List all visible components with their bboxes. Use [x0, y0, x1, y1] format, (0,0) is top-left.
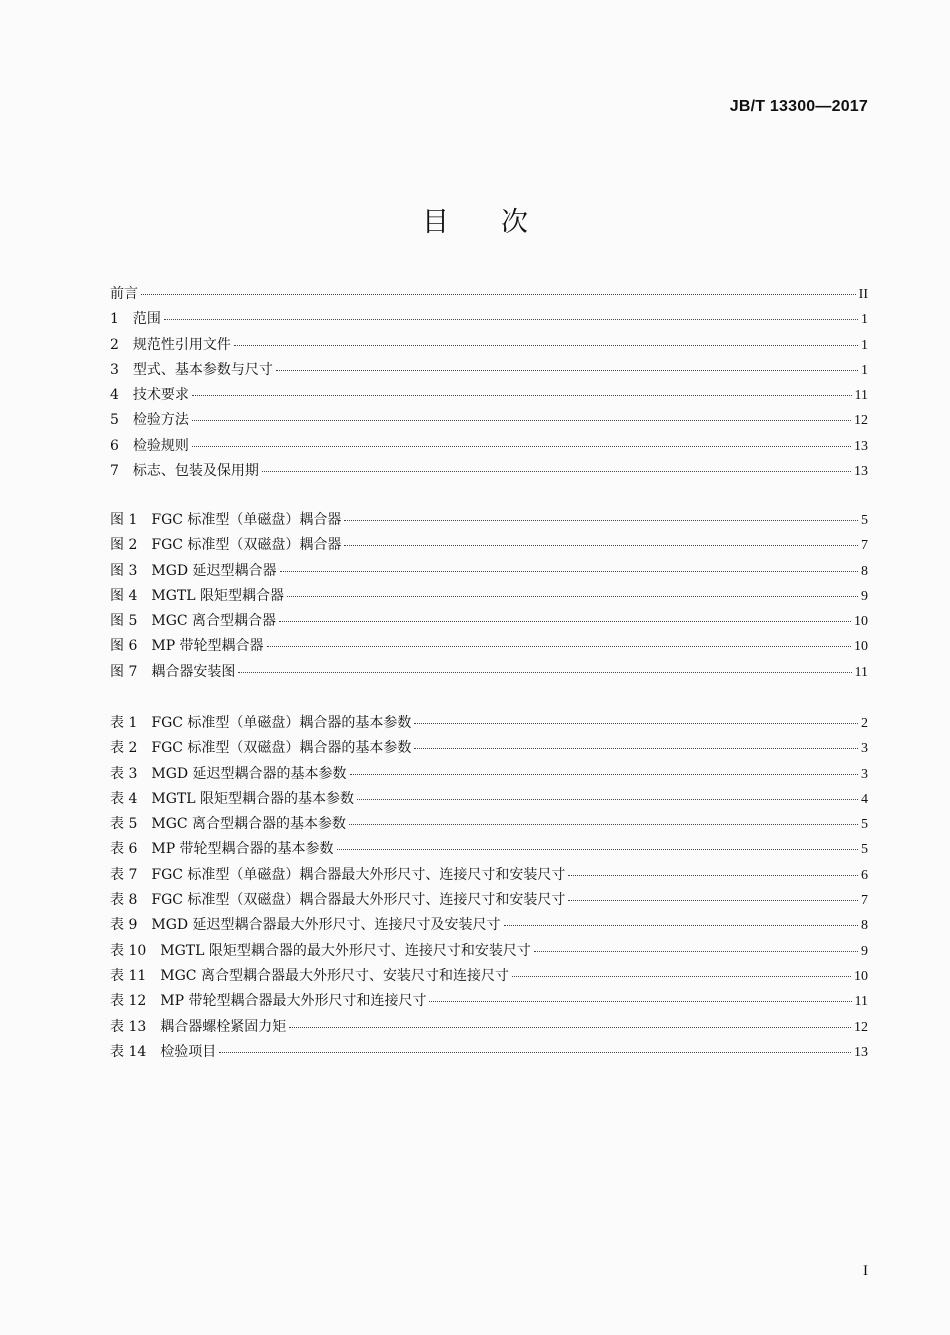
- dot-leader: [357, 799, 858, 800]
- dot-leader: [279, 621, 851, 622]
- dot-leader: [287, 596, 858, 597]
- toc-entry-label: 表 12 MP 带轮型耦合器最大外形尺寸和连接尺寸: [110, 993, 427, 1010]
- toc-entry[interactable]: [110, 307, 868, 332]
- toc-entry-page: 13: [854, 464, 868, 480]
- toc-entry[interactable]: [110, 559, 868, 584]
- dot-leader: [164, 319, 858, 320]
- toc-entry[interactable]: [110, 660, 868, 685]
- dot-leader: [276, 370, 858, 371]
- dot-leader: [414, 723, 858, 724]
- dot-leader: [414, 748, 858, 749]
- toc-entry[interactable]: [110, 913, 868, 938]
- toc-entry-label: 表 13 耦合器螺栓紧固力矩: [110, 1018, 287, 1035]
- toc-entry-page: 11: [854, 994, 868, 1010]
- toc-entry[interactable]: [110, 383, 868, 408]
- toc-entry-page: 13: [854, 438, 868, 454]
- toc-entry-page: 3: [861, 741, 868, 757]
- dot-leader: [262, 471, 851, 472]
- toc-entry[interactable]: [110, 863, 868, 888]
- toc-entry-label: 表 11 MGC 离合型耦合器最大外形尺寸、安装尺寸和连接尺寸: [110, 967, 509, 984]
- toc-entry[interactable]: [110, 584, 868, 609]
- toc-entry-label: 表 5 MGC 离合型耦合器的基本参数: [110, 816, 347, 833]
- dot-leader: [238, 672, 851, 673]
- toc-entry-label: 4 技术要求: [110, 387, 189, 404]
- toc-entry-label: 图 4 MGTL 限矩型耦合器: [110, 587, 284, 604]
- toc-entry-label: 6 检验规则: [110, 437, 189, 454]
- toc-entry-page: 9: [861, 943, 868, 959]
- dot-leader: [337, 849, 858, 850]
- toc-entry-page: 5: [861, 513, 868, 528]
- toc-entry-page: 10: [854, 614, 868, 630]
- toc-entry-page: 8: [861, 918, 868, 934]
- dot-leader: [344, 520, 858, 521]
- toc-entry-page: 3: [861, 766, 868, 782]
- toc-entry-page: 13: [854, 1044, 868, 1060]
- toc-entry-label: 表 3 MGD 延迟型耦合器的基本参数: [110, 765, 347, 782]
- toc-entry[interactable]: [110, 434, 868, 459]
- toc-entry-label: 表 6 MP 带轮型耦合器的基本参数: [110, 841, 334, 858]
- toc-entry-label: 图 6 MP 带轮型耦合器: [110, 638, 264, 655]
- toc-entry[interactable]: [110, 634, 868, 659]
- toc-entry[interactable]: [110, 888, 868, 913]
- dot-leader: [192, 446, 851, 447]
- toc-entry[interactable]: [110, 459, 868, 484]
- toc-entry[interactable]: [110, 711, 868, 736]
- toc-entry-label: 表 7 FGC 标准型（单磁盘）耦合器最大外形尺寸、连接尺寸和安装尺寸: [110, 866, 566, 883]
- toc-entry-label: 3 型式、基本参数与尺寸: [110, 361, 273, 378]
- page-title: 目次: [422, 207, 580, 238]
- dot-leader: [234, 345, 858, 346]
- dot-leader: [141, 294, 856, 295]
- toc-entry-label: 图 3 MGD 延迟型耦合器: [110, 562, 277, 579]
- toc-entry[interactable]: [110, 333, 868, 358]
- toc-entry-page: II: [858, 287, 868, 302]
- toc-entry[interactable]: [110, 939, 868, 964]
- toc-entry-label: 图 5 MGC 离合型耦合器: [110, 613, 277, 630]
- dot-leader: [280, 571, 858, 572]
- dot-leader: [349, 824, 858, 825]
- toc-entry-label: 前言: [110, 286, 138, 302]
- dot-leader: [192, 420, 851, 421]
- dot-leader: [534, 951, 858, 952]
- toc-entry-label: 表 10 MGTL 限矩型耦合器的最大外形尺寸、连接尺寸和安装尺寸: [110, 942, 531, 959]
- dot-leader: [512, 976, 851, 977]
- toc-entry[interactable]: [110, 533, 868, 558]
- toc-entry-page: 12: [854, 1019, 868, 1035]
- toc-entry[interactable]: [110, 609, 868, 634]
- toc-entry-label: 表 8 FGC 标准型（双磁盘）耦合器最大外形尺寸、连接尺寸和安装尺寸: [110, 892, 566, 909]
- toc-sections: [110, 282, 868, 484]
- toc-entry[interactable]: [110, 408, 868, 433]
- dot-leader: [219, 1052, 851, 1053]
- dot-leader: [192, 395, 852, 396]
- page-number: I: [863, 1263, 868, 1279]
- toc-figures: [110, 508, 868, 685]
- toc-entry-label: 图 7 耦合器安装图: [110, 663, 236, 680]
- toc-entry-page: 11: [854, 664, 868, 680]
- toc-entry[interactable]: [110, 812, 868, 837]
- toc-entry-page: 6: [861, 867, 868, 883]
- toc-entry-label: 表 14 检验项目: [110, 1043, 217, 1060]
- dot-leader: [429, 1001, 851, 1002]
- toc-entry[interactable]: [110, 1015, 868, 1040]
- toc-entry-page: 10: [854, 968, 868, 984]
- toc-entry-page: 9: [861, 588, 868, 604]
- dot-leader: [289, 1027, 851, 1028]
- toc-entry-label: 图 2 FGC 标准型（双磁盘）耦合器: [110, 537, 342, 554]
- toc-entry[interactable]: [110, 964, 868, 989]
- toc-entry-page: 11: [854, 388, 868, 404]
- toc-entry-label: 表 1 FGC 标准型（单磁盘）耦合器的基本参数: [110, 715, 412, 731]
- toc-entry-page: 1: [861, 337, 868, 353]
- toc-entry-label: 5 检验方法: [110, 412, 189, 429]
- toc-entry-page: 7: [861, 893, 868, 909]
- toc-entry-label: 表 4 MGTL 限矩型耦合器的基本参数: [110, 790, 354, 807]
- document-number: JB/T 13300—2017: [729, 98, 868, 115]
- dot-leader: [568, 900, 858, 901]
- dot-leader: [504, 925, 858, 926]
- dot-leader: [267, 646, 851, 647]
- toc-entry-page: 7: [861, 538, 868, 554]
- toc-entry[interactable]: [110, 1040, 868, 1065]
- toc-entry-page: 4: [861, 791, 868, 807]
- toc-entry-label: 7 标志、包装及保用期: [110, 463, 259, 480]
- toc-entry-label: 表 9 MGD 延迟型耦合器最大外形尺寸、连接尺寸及安装尺寸: [110, 917, 501, 934]
- dot-leader: [568, 875, 858, 876]
- toc-entry[interactable]: [110, 837, 868, 862]
- toc-entry-label: 2 规范性引用文件: [110, 336, 231, 353]
- toc-entry[interactable]: [110, 736, 868, 761]
- toc-entry-page: 8: [861, 563, 868, 579]
- toc-entry[interactable]: [110, 989, 868, 1014]
- toc-entry-page: 5: [861, 842, 868, 858]
- toc-entry[interactable]: [110, 762, 868, 787]
- toc-entry-page: 2: [861, 716, 868, 731]
- toc-entry[interactable]: [110, 508, 868, 533]
- toc-entry-page: 5: [861, 817, 868, 833]
- toc-tables: [110, 711, 868, 1065]
- toc-entry[interactable]: [110, 358, 868, 383]
- toc-entry-page: 12: [854, 413, 868, 429]
- toc-entry-page: 1: [861, 312, 868, 328]
- toc-entry-label: 表 2 FGC 标准型（双磁盘）耦合器的基本参数: [110, 740, 412, 757]
- toc-entry-label: 图 1 FGC 标准型（单磁盘）耦合器: [110, 512, 342, 528]
- dot-leader: [350, 774, 858, 775]
- toc-entry-label: 1 范围: [110, 311, 161, 328]
- toc-entry[interactable]: [110, 787, 868, 812]
- toc-entry-page: 10: [854, 639, 868, 655]
- toc-entry[interactable]: [110, 282, 868, 307]
- toc-entry-page: 1: [861, 362, 868, 378]
- dot-leader: [344, 545, 858, 546]
